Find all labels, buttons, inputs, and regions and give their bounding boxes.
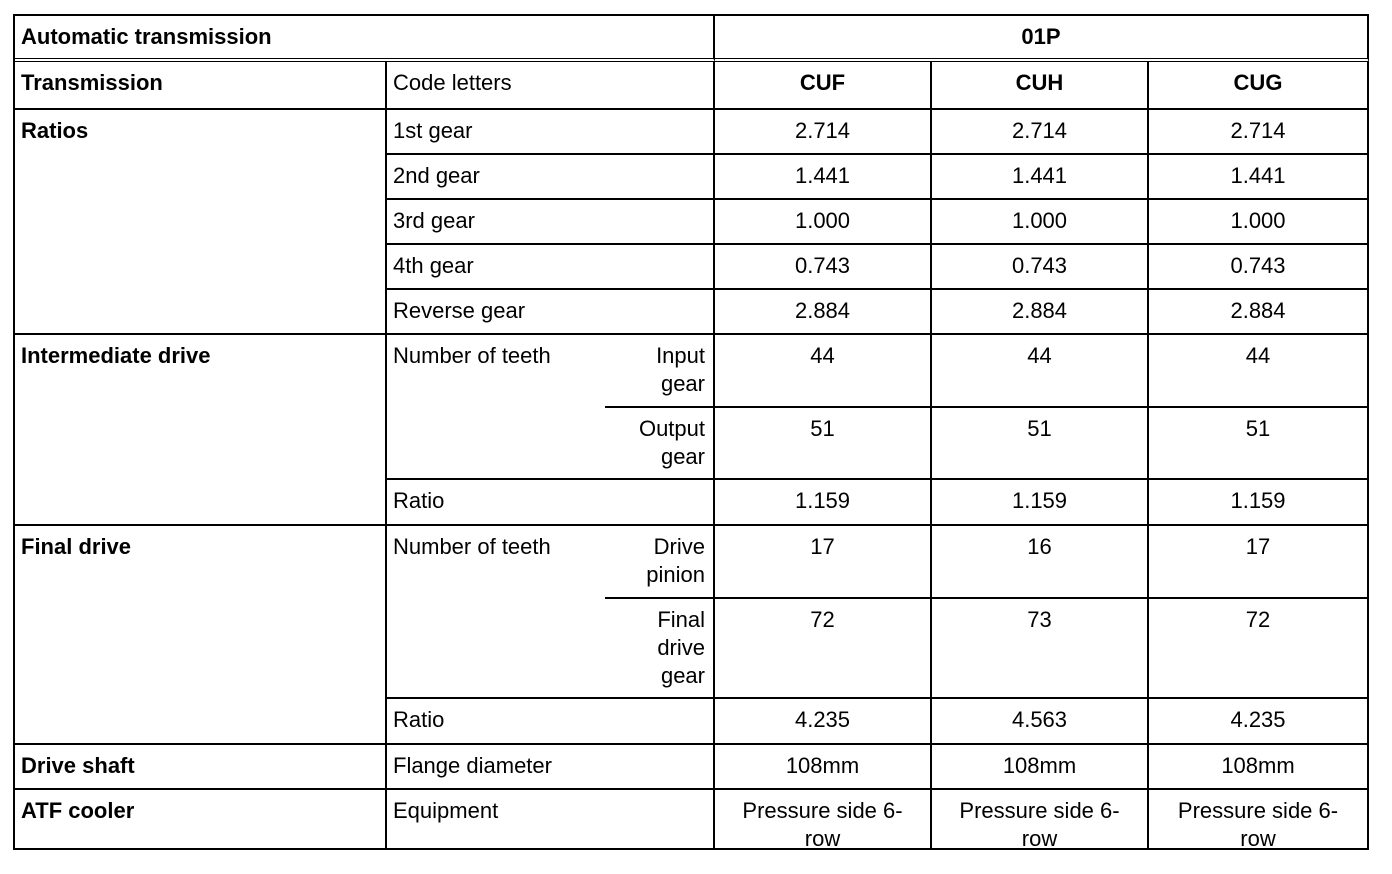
input-gear-label: Input gear xyxy=(605,335,715,408)
intermediate-ratio-label: Ratio xyxy=(387,480,715,526)
equipment-value: Pressure side 6-row xyxy=(715,790,932,850)
teeth-value: 51 xyxy=(1149,408,1369,480)
gear-label-2nd: 2nd gear xyxy=(387,155,715,200)
teeth-value: 17 xyxy=(1149,526,1369,599)
teeth-value: 16 xyxy=(932,526,1149,599)
equipment-value: Pressure side 6-row xyxy=(1149,790,1369,850)
code-cuf: CUF xyxy=(715,62,932,110)
ratios-label: Ratios xyxy=(15,110,387,335)
ratio-value: 2.884 xyxy=(932,290,1149,335)
teeth-value: 72 xyxy=(1149,599,1369,699)
code-letters-label: Code letters xyxy=(387,62,715,110)
ratio-value: 0.743 xyxy=(715,245,932,290)
ratio-value: 4.235 xyxy=(715,699,932,745)
ratio-value: 1.159 xyxy=(932,480,1149,526)
ratio-value: 1.441 xyxy=(715,155,932,200)
output-gear-label: Output gear xyxy=(605,408,715,480)
code-cug: CUG xyxy=(1149,62,1369,110)
teeth-value: 72 xyxy=(715,599,932,699)
gear-label-4th: 4th gear xyxy=(387,245,715,290)
ratio-value: 1.000 xyxy=(932,200,1149,245)
final-teeth-label: Number of teeth xyxy=(387,526,605,699)
code-cuh: CUH xyxy=(932,62,1149,110)
teeth-value: 51 xyxy=(715,408,932,480)
gear-label-1st: 1st gear xyxy=(387,110,715,155)
ratio-value: 1.441 xyxy=(932,155,1149,200)
ratio-value: 2.884 xyxy=(715,290,932,335)
final-ratio-label: Ratio xyxy=(387,699,715,745)
ratio-value: 2.884 xyxy=(1149,290,1369,335)
teeth-value: 44 xyxy=(715,335,932,408)
atf-cooler-label: ATF cooler xyxy=(15,790,387,850)
final-drive-label: Final drive xyxy=(15,526,387,745)
transmission-label: Transmission xyxy=(15,62,387,110)
drive-shaft-label: Drive shaft xyxy=(15,745,387,790)
equipment-value: Pressure side 6-row xyxy=(932,790,1149,850)
ratio-value: 0.743 xyxy=(932,245,1149,290)
transmission-family: 01P xyxy=(715,16,1369,62)
ratio-value: 4.235 xyxy=(1149,699,1369,745)
flange-value: 108mm xyxy=(1149,745,1369,790)
ratio-value: 1.000 xyxy=(715,200,932,245)
flange-value: 108mm xyxy=(715,745,932,790)
intermediate-teeth-label: Number of teeth xyxy=(387,335,605,480)
transmission-spec-table xyxy=(13,14,1369,850)
flange-diameter-label: Flange diameter xyxy=(387,745,715,790)
equipment-label: Equipment xyxy=(387,790,715,850)
ratio-value: 2.714 xyxy=(715,110,932,155)
ratio-value: 2.714 xyxy=(932,110,1149,155)
teeth-value: 73 xyxy=(932,599,1149,699)
intermediate-drive-label: Intermediate drive xyxy=(15,335,387,526)
flange-value: 108mm xyxy=(932,745,1149,790)
ratio-value: 4.563 xyxy=(932,699,1149,745)
ratio-value: 0.743 xyxy=(1149,245,1369,290)
teeth-value: 44 xyxy=(1149,335,1369,408)
teeth-value: 44 xyxy=(932,335,1149,408)
ratio-value: 1.159 xyxy=(715,480,932,526)
ratio-value: 1.000 xyxy=(1149,200,1369,245)
ratio-value: 1.441 xyxy=(1149,155,1369,200)
teeth-value: 17 xyxy=(715,526,932,599)
teeth-value: 51 xyxy=(932,408,1149,480)
ratio-value: 1.159 xyxy=(1149,480,1369,526)
ratio-value: 2.714 xyxy=(1149,110,1369,155)
drive-pinion-label: Drive pinion xyxy=(605,526,715,599)
table-title: Automatic transmission xyxy=(15,16,715,62)
gear-label-3rd: 3rd gear xyxy=(387,200,715,245)
gear-label-reverse: Reverse gear xyxy=(387,290,715,335)
final-drive-gear-label: Final drive gear xyxy=(605,599,715,699)
